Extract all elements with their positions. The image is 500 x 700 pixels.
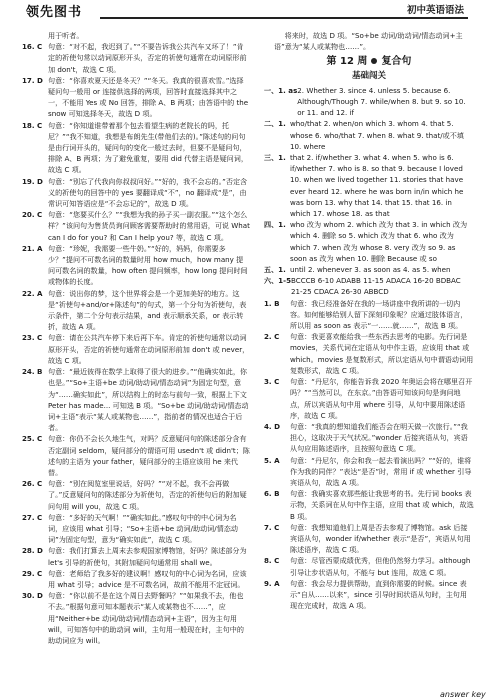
- item-text: 句意：“丹尼尔，你会和我一起去看演出吗？”“好的，谁将作为我的同伴？”表达“是否”时，常用 if 或 whether 引导宾语从句，故选 A 项。: [290, 455, 472, 487]
- answer-item: [22, 568, 250, 590]
- chapter-title: 复合句: [381, 56, 412, 68]
- answer-item: [264, 219, 474, 264]
- item-text: 句意：我更喜欢能给我一些东西去思考的电影。先行词是 movies，关系代词在定语从句中作主语，应该用 that 或 which。movies 是复数形式，所以定语从句中谓语动词用复数形式，故选 C 项。: [290, 332, 474, 375]
- item-number: 3. C: [264, 377, 280, 387]
- item-number: 20. C: [22, 210, 43, 220]
- book-title: 初中英语语法: [406, 5, 464, 16]
- item-number: 27. C: [22, 512, 43, 522]
- item-number: 1. B: [264, 298, 280, 308]
- item-text: who/that 2. when/on which 3. whom 4. that 5. whose 6. who/that 7. when 8. what 9. that/或不填 10. where: [290, 119, 464, 151]
- answer-item: [22, 512, 250, 546]
- answer-item: [22, 478, 250, 512]
- item-number: 30. D: [22, 591, 43, 601]
- answer-item: [264, 522, 474, 556]
- answer-item: [264, 555, 474, 577]
- answer-item: [264, 264, 474, 275]
- brand-logo: 领先图书: [26, 5, 83, 20]
- item-text: 句意：我确实喜欢那些能让我思考的书。先行词 books 表示物，关系词在从句中作主语，应用 that 或 which，故选 B 项。: [290, 489, 474, 521]
- item-text: 句意：“我真的想知道我们能否会在明天做一次旅行。”“我担心，这取决于天气状况。”wonder 后接宾语从句，宾语从句应用陈述语序，且按照句意选 C 项。: [290, 421, 468, 454]
- answer-item: [22, 41, 250, 75]
- item-number: 6. B: [264, 489, 280, 499]
- item-number: 五、1.: [264, 265, 286, 275]
- chapter-number: 第 12 周: [326, 56, 368, 68]
- item-text: who 改为 whom 2. which 改为 that 3. in which 改为 which 4. 删除 so 5. which 改为 that 6. who 改为 which 7. when 改为 whose 8. very 改为 so 9. as soon as 改为 when 10. 删除 Because 或 so: [290, 220, 468, 263]
- answer-item: [264, 275, 474, 297]
- answer-item: [22, 288, 250, 333]
- item-text: 句意：“多好的天气啊！”“确实如此。”感叹句中的中心词为名词，应该用 what 引导；“So+主语+be 动词/助动词/情态动词”为固定句型，意为“确实如此”，故选 C 项。: [48, 512, 238, 545]
- item-text: 句意：你仍不会长久地生气，对吗？反意疑问句的陈述部分含有否定副词 seldom，疑问部分的谓语可用 usedn't 或 didn't；陈述句的主语为 your father，疑问部分的主语应该用 he 来代替。: [48, 434, 250, 477]
- item-text: 句意：“别在阅览室里说话，好吗？”“对不起，我不会再做了。”反意疑问句的陈述部分为祈使句，否定的祈使句后的附加疑问句用 will you，故选 C 项。: [48, 479, 247, 511]
- item-text: 句意：我们打算去上周末去参观国家博物馆，好吗？陈述部分为 let's 引导的祈使句，其附加疑问句通常用 shall we。: [48, 546, 247, 567]
- item-number: 28. D: [22, 546, 43, 556]
- header-rule: [100, 17, 468, 19]
- answer-item: [264, 455, 474, 489]
- item-number: 2. C: [264, 332, 280, 342]
- item-number: 25. C: [22, 434, 43, 444]
- item-text: until 2. whenever 3. as soon as 4. as 5. when: [290, 265, 451, 275]
- item-number: 21. A: [22, 243, 43, 253]
- answer-item: [22, 120, 250, 176]
- answer-item: [264, 421, 474, 455]
- item-number: 16. C: [22, 42, 43, 52]
- answer-item: [264, 85, 474, 119]
- footer-label: answer key: [440, 690, 486, 699]
- item-text: 句意：“你以前不是在这个周日去野餐吗？”“如果我不去，他也不去。”根据句意可知本题表示“某人或某物也不……”，应用“Neither+be 动词/助动词/情态动词+主语”，因为主句用 will，可知答句中的助动词 will，主句用一般现在时，主句中的助动词应为 will。: [48, 591, 244, 645]
- item-text: 句意：说出你的梦，这个世界将会是一个更加美好的地方。这是“祈使句+and/or+陈述句”的句式，第一个分句为祈使句，表示条件，第二个分句表示结果，and 表示顺承关系，or 表示转折，故选 A 项。: [48, 288, 247, 332]
- item-number: 7. C: [264, 522, 280, 532]
- item-text: 句意：我会尽力提供帮助，直到你需要的时候。since 表示“自从……以来”，since 引导时间状语从句时，主句用现在完成时，故选 A 项。: [290, 578, 467, 611]
- item-number: 22. A: [22, 288, 43, 298]
- answer-item: [22, 366, 250, 433]
- item-text: 句意：“你喜欢夏天还是冬天？”“冬天。我真的很喜欢雪。”选择疑问句一般用 or 连接供选择的两项，回答时直接选择其中之一，不能用 Yes 或 No 回答，排除 A、B 两项；由答语中的 the snow 可知选择冬天，故选 D 项。: [48, 75, 249, 119]
- item-number: 8. C: [264, 556, 280, 566]
- answer-item: [264, 298, 474, 332]
- item-text: 句意：老师给了我多好的建议啊！感叹句的中心词为名词，应该用 what 引导；advice 是不可数名词，故前不能用不定冠词。: [48, 568, 247, 589]
- item-number: 19. D: [22, 176, 43, 186]
- item-text: that 2. if/whether 3. what 4. when 5. who is 6. if/whether 7. who is 8. so that 9. because I loved 10. when we lived together 11. stories that have ever heard 12. where he was born in/in which he was born 13. why that 14. that 15. that 16. in which 17. whose 18. as that: [290, 153, 464, 219]
- right-column: [264, 30, 474, 611]
- item-text: 句意：“别忘了代我向你叔叔问好。”“好的，我不会忘的。”否定含义的祈使句的回答中的 yes 要翻译成“不”，no 翻译成“是”，由常识可知答语应是“不会忘记的”，故选 D 项。: [48, 176, 248, 209]
- item-text: 句意：“最近彼得在数学上取得了很大的进步。”“他确实如此，你也是。”“So+主语+be 动词/助动词/情态动词”为固定句型，意为“……确实如此”，所以结构上的时态与前句一致，根据上下文 Peter has made... 可知选 B 项。“So+be 动词/助动词/情态动词+主语”表示“某人或某物也……”，指前者的情况也适合于后者。: [48, 367, 249, 433]
- item-text: 句意：“对不起，我迟到了。”“不要告诉我公共汽车又坏了！”肯定的祈使句常以动词原形开头，否定的祈使句通常在动词原形前加 don't，故选 C 项。: [48, 42, 247, 74]
- answer-item: [22, 75, 250, 120]
- item-number: 24. B: [22, 367, 43, 377]
- item-number: 17. D: [22, 75, 43, 85]
- answer-item: [22, 209, 250, 243]
- item-text: 句意：尽管西蒙成绩优秀，但他仍然努力学习。although 引导让步状语从句，不能与 but 连用，故选 C 项。: [290, 556, 471, 577]
- chapter-heading: [264, 56, 474, 67]
- item-number: 5. A: [264, 455, 280, 465]
- item-number: 23. C: [22, 333, 43, 343]
- answer-item: [22, 176, 250, 210]
- item-number: 18. C: [22, 120, 43, 130]
- answer-item: [22, 332, 250, 366]
- item-text: 句意：“丹尼尔，你能告诉我 2020 年奥运会将在哪里召开吗？”“当然可以，在东京。”由答语可知该问句是询问地点，所以宾语从句中用 where 引导，从句中要用陈述语序，故选 C 项。: [290, 377, 473, 420]
- item-number: 六、1-5: [264, 276, 292, 286]
- item-text: 2. Whether 3. since 4. unless 5. because 6. Although/Though 7. while/when 8. but 9. so 10. or 11. and 12. if: [297, 85, 466, 118]
- answer-item: [264, 488, 474, 522]
- answer-item: [264, 152, 474, 219]
- item-text: 句意：“珍妮，我需要一些牛奶。”“好的，妈妈，你需要多少？”提问不可数名词的数量时用 how much，how many 提问可数名词的数量，how often 提问频率，how long 提问时间或物体的长度。: [48, 243, 248, 287]
- answer-item: [264, 118, 474, 152]
- carryover-text: 将来时，故选 D 项。“So+be 动词/助动词/情态动词+主语”意为“某人或某物也……”。: [274, 31, 463, 52]
- item-text: 句意：请在公共汽车停下来后再下车。肯定的祈使句通常以动词原形开头，否定的祈使句通常在动词原形前加 don't 或 never，故选 C 项。: [48, 333, 250, 365]
- item-number: 4. D: [264, 421, 280, 431]
- answer-list: [264, 85, 474, 612]
- page-header: [0, 0, 500, 20]
- item-number: 一、1. as: [264, 85, 298, 95]
- section-heading: 基础闯关: [351, 70, 386, 81]
- bullet-icon: [371, 58, 377, 64]
- item-number: 三、1.: [264, 153, 286, 163]
- answer-item: [264, 331, 474, 376]
- item-text: BCCCB 6-10 ADABB 11-15 ADACA 16-20 BDBAC 21-25 CDACA 26-30 ABBCD: [291, 276, 461, 297]
- answer-item: [22, 243, 250, 288]
- item-number: 26. C: [22, 479, 43, 489]
- item-text: 句意：我已经准备好在我的一场讲座中我所讲的一切内容。如何能够给别人留下深刻印象呢？应通过肢体语言，所以用 as soon as 表示“一……就……”，故选 B 项。: [290, 298, 468, 331]
- item-text: 句意：“您要买什么？”“我想为我的孙子买一副衣服。”“这个怎么样？”该问句为售货员询问顾客需要帮助时的常用语，可说 What can I do for you? 和 Can I help you? 等，故选 C 项。: [48, 210, 250, 242]
- answer-item: [22, 590, 250, 646]
- answer-item: [264, 578, 474, 612]
- item-number: 二、1.: [264, 119, 286, 129]
- item-text: 句意：我想知道他们上周是否去参观了博物馆。ask 后接宾语从句，wonder if/whether 表示“是否”，宾语从句用陈述语序，故选 C 项。: [290, 522, 471, 555]
- answer-item: [22, 545, 250, 567]
- left-column: [22, 30, 250, 646]
- item-number: 四、1.: [264, 220, 286, 230]
- item-text: 句意：“你知道谁带着那个包去看望生病的老院长的吗，托尼？”“我不知道，我想是布朗先生(带他们去的)。”陈述句的问句是由行词开头的，疑问句的变化一般过去时，但要不是疑问句，排除 A、B 两项；为了避免重复，要用 did 代替主语是疑问词，故选 C 项。: [48, 120, 248, 175]
- continuation-text: 用于听者。: [48, 31, 84, 40]
- answer-item: [22, 433, 250, 478]
- item-number: 9. A: [264, 578, 280, 588]
- item-number: 29. C: [22, 568, 43, 578]
- answer-item: [264, 376, 474, 421]
